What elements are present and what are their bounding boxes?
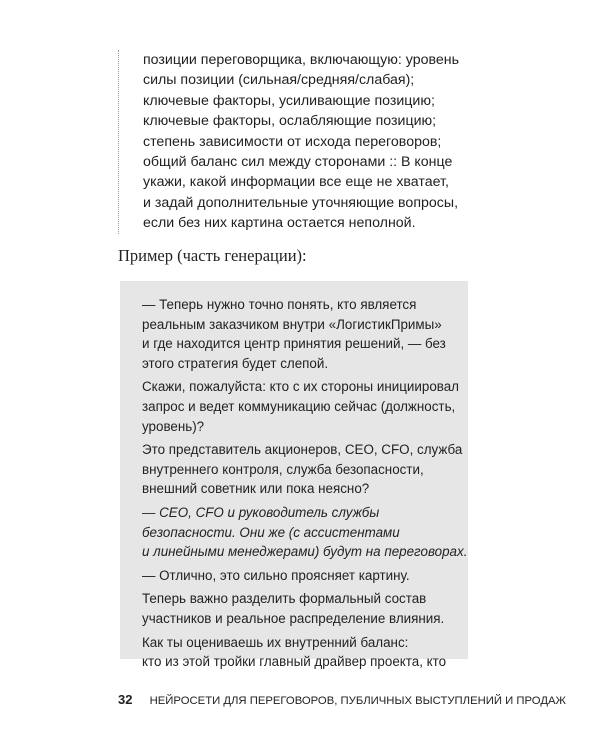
dialogue-line: уровень)?	[142, 418, 205, 434]
prompt-quote-block	[118, 50, 503, 234]
user-reply-paragraph	[142, 503, 468, 562]
dialogue-paragraph	[142, 295, 448, 373]
dialogue-example-box	[120, 281, 468, 670]
dialogue-line: внутреннего контроля, служба безопасности,	[142, 461, 424, 477]
dialogue-line: запрос и ведет коммуникацию сейчас (должность,	[142, 398, 456, 414]
quote-line: общий баланс сил между сторонами :: В конце	[143, 154, 453, 171]
quote-line: степень зависимости от исхода переговоров;	[143, 133, 442, 150]
dialogue-line: кто из этой тройки главный драйвер проекта, кто	[142, 654, 447, 670]
dialogue-line: — Отлично, это сильно проясняет картину.	[142, 567, 410, 583]
dialogue-paragraph	[142, 377, 459, 436]
dialogue-line: безопасности. Они же (с ассистентами	[142, 524, 400, 540]
quote-line: ключевые факторы, ослабляющие позицию;	[143, 113, 437, 130]
dialogue-line: — Теперь нужно точно понять, кто является	[142, 297, 417, 312]
dialogue-paragraph	[142, 633, 448, 672]
example-heading: Пример (часть генерации):	[118, 246, 307, 265]
quote-line: силы позиции (сильная/средняя/слабая);	[143, 72, 415, 89]
dialogue-paragraph	[142, 566, 448, 586]
quote-line: и задай дополнительные уточняющие вопросы,	[143, 194, 459, 211]
dialogue-line: — CEO, CFO и руководитель службы	[142, 504, 380, 520]
page-number: 32	[118, 692, 133, 707]
running-title: НЕЙРОСЕТИ ДЛЯ ПЕРЕГОВОРОВ, ПУБЛИЧНЫХ ВЫСТУПЛЕНИЙ И ПРОДАЖ	[149, 695, 566, 707]
dialogue-line: и линейными менеджерами) будут на переговорах.	[142, 544, 468, 560]
dialogue-line: Скажи, пожалуйста: кто с их стороны инициировал	[142, 379, 459, 395]
quote-line: позиции переговорщика, включающую: уровень	[143, 52, 460, 68]
dialogue-line: участников и реальное распределение влияния.	[142, 610, 445, 626]
page-footer	[118, 692, 566, 707]
dialogue-line: внешний советник или пока неясно?	[142, 481, 370, 497]
quote-line: укажи, какой информации все еще не хватает,	[143, 174, 449, 191]
dialogue-line: реальным заказчиком внутри «ЛогистикПримы»	[142, 316, 442, 332]
quote-line: если без них картина остается неполной.	[143, 215, 416, 232]
dialogue-line: Это представитель акционеров, CEO, CFO, служба	[142, 442, 463, 458]
dialogue-line: Теперь важно разделить формальный состав	[142, 591, 427, 607]
dialogue-paragraph	[142, 589, 448, 628]
dialogue-line: этого стратегия будет слепой.	[142, 355, 329, 371]
dialogue-paragraph	[142, 440, 463, 499]
dialogue-line: Как ты оцениваешь их внутренний баланс:	[142, 634, 409, 650]
quote-line: ключевые факторы, усиливающие позицию;	[143, 92, 435, 109]
dialogue-line: и где находится центр принятия решений, — без	[142, 336, 446, 352]
